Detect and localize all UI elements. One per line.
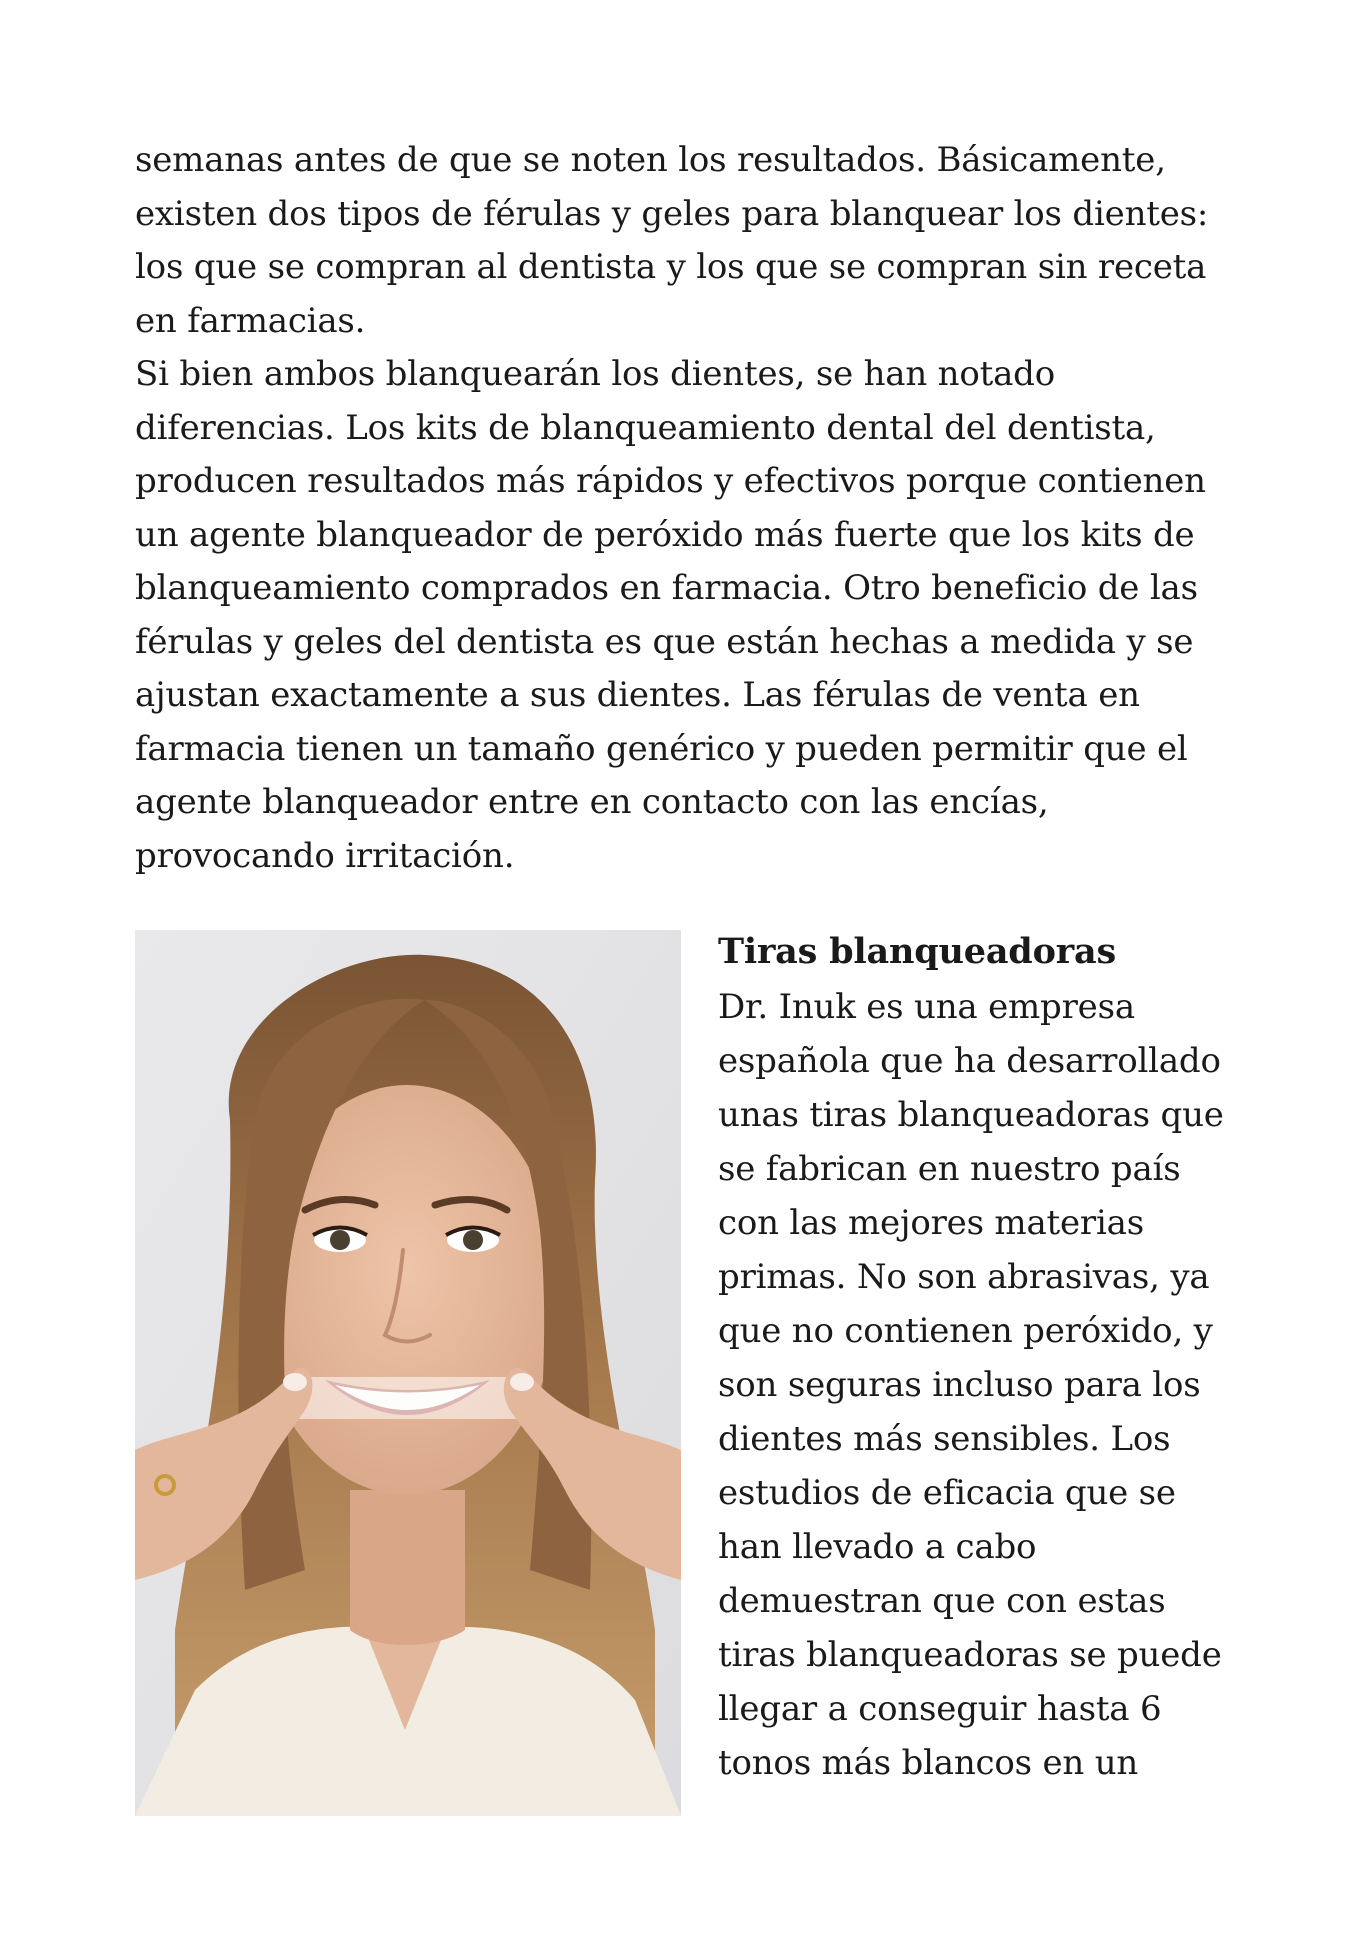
intro-text [135, 134, 1245, 883]
paragraph-1: semanas antes de que se noten los resultados. Básicamente, existen dos tipos de férulas y geles para blanquear los dientes: los que se compran al dentista y los que se compran sin receta en farmacias. [135, 140, 1209, 341]
section-body: Dr. Inuk es una empresa española que ha desarrollado unas tiras blanqueadoras que se fabrican en nuestro país con las mejores materias primas. No son abrasivas, ya que no contienen peróxido, y son seguras incluso para los dientes más sensibles. Los estudios de eficacia que se han llevado a cabo demuestran que con estas tiras blanqueadoras se puede llegar a conseguir hasta 6 tonos más blancos en un [718, 987, 1224, 1783]
section-heading: Tiras blanqueadoras [718, 931, 1116, 972]
woman-whitening-strip-photo [135, 930, 681, 1816]
paragraph-2: Si bien ambos blanquearán los dientes, se han notado diferencias. Los kits de blanqueamiento dental del dentista, producen resultados más rápidos y efectivos porque contienen un agente blanqueador de peróxido más fuerte que los kits de blanqueamiento comprados en farmacia. Otro beneficio de las férulas y geles del dentista es que están hechas a medida y se ajustan exactamente a sus dientes. Las férulas de venta en farmacia tienen un tamaño genérico y pueden permitir que el agente blanqueador entre en contacto con las encías, provocando irritación. [135, 354, 1206, 876]
section-whitening-strips [718, 924, 1238, 1790]
